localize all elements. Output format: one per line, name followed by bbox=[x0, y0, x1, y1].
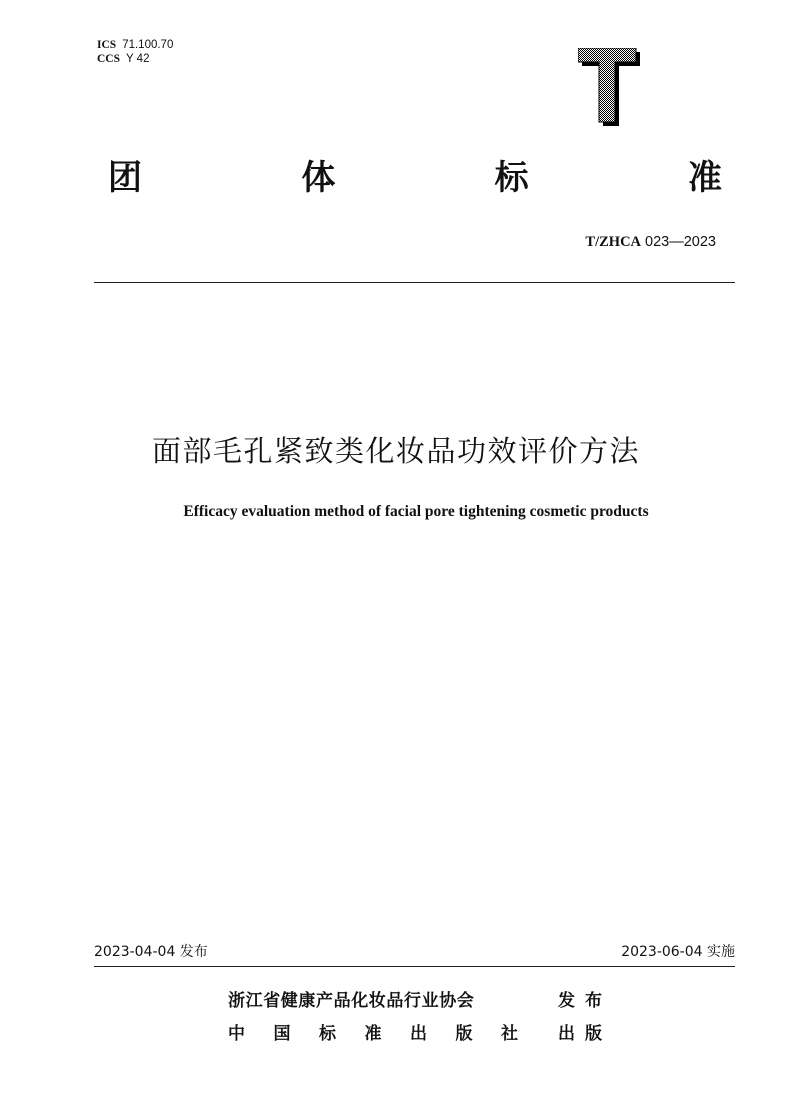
publisher-organization bbox=[228, 1022, 518, 1046]
implementation-date: 2023-06-04 实施 bbox=[621, 944, 735, 960]
publishing-action: 出版 bbox=[558, 1024, 612, 1044]
document-title-en: Efficacy evaluation method of facial pore tightening cosmetic products bbox=[183, 503, 649, 520]
publisher-char: 国 bbox=[273, 1024, 291, 1044]
standard-number-value: 023—2023 bbox=[645, 234, 716, 250]
ccs-code bbox=[97, 52, 173, 66]
publisher-char: 版 bbox=[455, 1024, 473, 1044]
document-title-cn: 面部毛孔紧致类化妆品功效评价方法 bbox=[151, 434, 640, 468]
publisher-char: 中 bbox=[228, 1024, 245, 1044]
standard-type-logo-icon bbox=[578, 48, 640, 126]
issuing-action: 发布 bbox=[558, 991, 612, 1011]
standard-number-prefix: T/ZHCA bbox=[585, 234, 642, 250]
footer-divider bbox=[94, 966, 735, 967]
heading-char: 体 bbox=[301, 158, 336, 198]
standard-number bbox=[585, 234, 716, 251]
ccs-value: Y 42 bbox=[126, 53, 150, 65]
heading-char: 准 bbox=[687, 158, 722, 198]
heading-char: 标 bbox=[494, 158, 529, 198]
ics-code bbox=[97, 38, 173, 52]
publisher-char: 准 bbox=[364, 1024, 382, 1044]
publisher-char: 社 bbox=[501, 1024, 518, 1044]
issue-date: 2023-04-04 发布 bbox=[94, 944, 208, 960]
header-divider bbox=[94, 282, 735, 283]
ics-label: ICS bbox=[97, 39, 117, 51]
ics-value: 71.100.70 bbox=[122, 39, 174, 51]
classification-codes bbox=[97, 38, 173, 66]
publisher-char: 出 bbox=[410, 1024, 427, 1044]
document-category-heading bbox=[108, 156, 722, 200]
ccs-label: CCS bbox=[97, 53, 121, 65]
date-row bbox=[94, 942, 735, 962]
issuing-organization: 浙江省健康产品化妆品行业协会 bbox=[228, 991, 475, 1011]
heading-char: 团 bbox=[108, 158, 142, 198]
publisher-char: 标 bbox=[319, 1024, 336, 1044]
